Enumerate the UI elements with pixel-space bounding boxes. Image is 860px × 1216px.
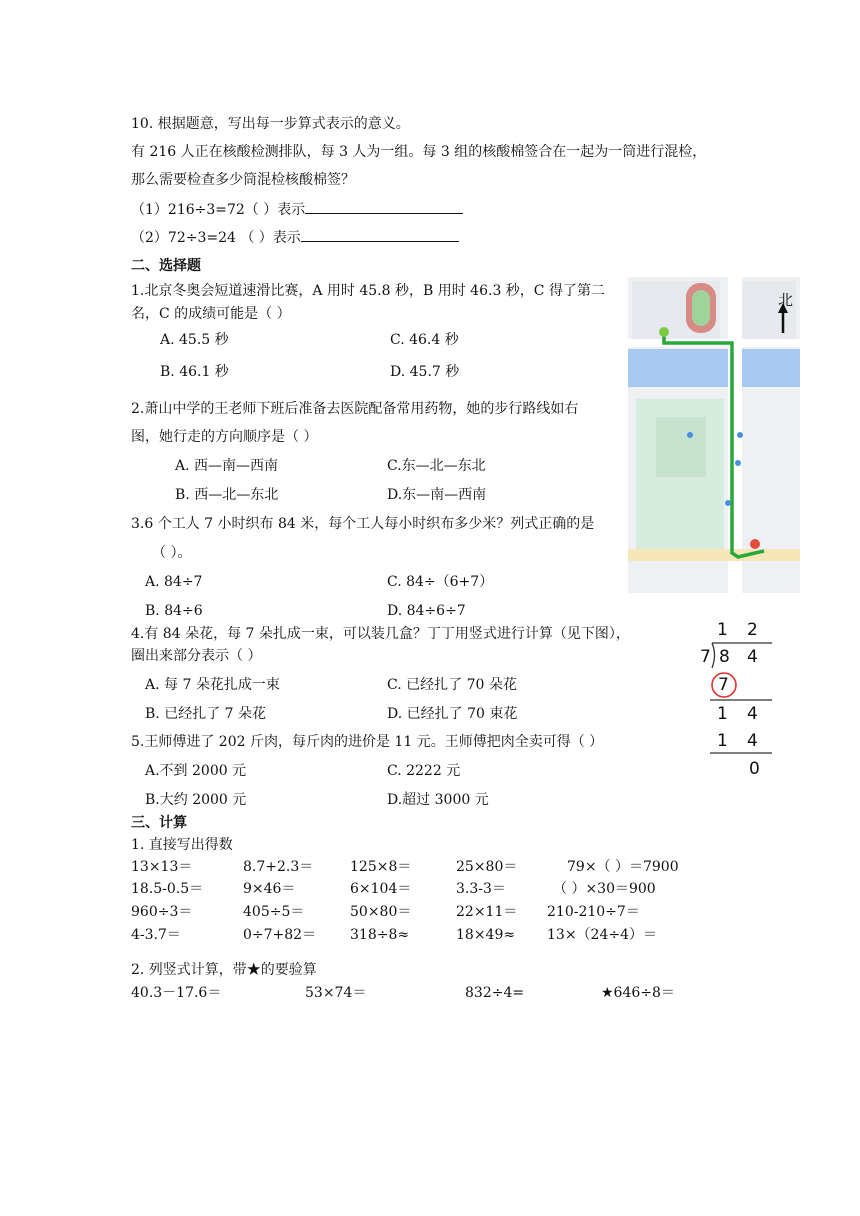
- s2-q2-line1: 2.萧山中学的王老师下班后准备去医院配备常用药物，她的步行路线如右: [131, 401, 579, 417]
- calc-item: 318÷8≈: [350, 927, 410, 943]
- section2-heading: 二、选择题: [131, 258, 201, 274]
- calc-item: 8.7+2.3＝: [243, 859, 314, 875]
- calc-item: 18.5-0.5＝: [131, 881, 204, 897]
- calc-item: 79×（ ）＝7900: [567, 859, 679, 875]
- s2-q5-option-d[interactable]: D.超过 3000 元: [387, 792, 489, 808]
- s2-q2-line2: 图，她行走的方向顺序是（ ）: [131, 429, 318, 445]
- vertical-calc-item: 40.3－17.6＝: [131, 985, 222, 1001]
- s2-q4-option-a[interactable]: A. 每 7 朵花扎成一束: [145, 677, 280, 693]
- answer-blank[interactable]: [305, 201, 463, 214]
- vertical-calc-item: ★646÷8＝: [601, 985, 675, 1001]
- calc-item: 9×46＝: [243, 881, 296, 897]
- q10-line1: 有 216 人正在核酸检测排队，每 3 人为一组。每 3 组的核酸棉签合在一起为一筒进行混检，: [131, 144, 707, 160]
- q10-title: 10. 根据题意，写出每一步算式表示的意义。: [131, 116, 410, 132]
- s2-q3-option-d[interactable]: D. 84÷6÷7: [387, 603, 466, 619]
- s2-q1-option-b[interactable]: B. 46.1 秒: [160, 364, 229, 380]
- s3-sub2: 2. 列竖式计算，带★的要验算: [131, 962, 317, 978]
- dividend-digit: 8: [719, 647, 730, 667]
- calc-item: 18×49≈: [456, 927, 516, 943]
- product-digit: 1: [717, 731, 728, 751]
- s2-q2-option-b[interactable]: B. 西—北—东北: [175, 487, 279, 503]
- s2-q1-option-d[interactable]: D. 45.7 秒: [390, 364, 460, 380]
- calc-item: 960÷3＝: [131, 904, 193, 920]
- s2-q3-option-c[interactable]: C. 84÷（6+7）: [387, 574, 494, 590]
- calc-item: 4-3.7＝: [131, 927, 181, 943]
- calc-item: 22×11＝: [456, 904, 518, 920]
- s2-q4-option-c[interactable]: C. 已经扎了 70 朵花: [387, 677, 517, 693]
- calc-item: （ ）×30＝900: [553, 881, 656, 897]
- s2-q3-option-a[interactable]: A. 84÷7: [145, 574, 203, 590]
- section3-heading: 三、计算: [131, 815, 187, 831]
- circled-product: 7: [718, 675, 729, 695]
- calc-item: 13×（24÷4）＝: [547, 927, 657, 943]
- s2-q4-line1: 4.有 84 朵花，每 7 朵扎成一束，可以装几盒？丁丁用竖式进行计算（见下图），: [131, 626, 630, 642]
- s2-q5-option-b[interactable]: B.大约 2000 元: [145, 792, 247, 808]
- s2-q3-line2: （ ）。: [152, 545, 192, 561]
- calc-item: 210-210÷7＝: [547, 904, 640, 920]
- s2-q1-option-c[interactable]: C. 46.4 秒: [390, 332, 459, 348]
- calc-item: 25×80＝: [456, 859, 518, 875]
- s2-q1-line1: 1.北京冬奥会短道速滑比赛，A 用时 45.8 秒，B 用时 46.3 秒，C 得了第二: [131, 283, 605, 299]
- calc-item: 50×80＝: [350, 904, 412, 920]
- final-remainder: 0: [749, 759, 760, 779]
- s2-q2-option-d[interactable]: D.东—南—西南: [387, 487, 487, 503]
- divisor: 7: [700, 647, 711, 667]
- vertical-calc-item: 832÷4=: [465, 985, 525, 1001]
- calc-item: 13×13＝: [131, 859, 193, 875]
- s2-q3-line1: 3.6 个工人 7 小时织布 84 米，每个工人每小时织布多少米？列式正确的是: [131, 516, 595, 532]
- s3-sub1: 1. 直接写出得数: [131, 837, 233, 853]
- north-label: 北: [778, 291, 794, 309]
- q10-sub2: [131, 229, 459, 247]
- s2-q5-option-c[interactable]: C. 2222 元: [387, 763, 461, 779]
- q10-sub1: [131, 201, 463, 219]
- s2-q4-option-d[interactable]: D. 已经扎了 70 束花: [387, 706, 518, 722]
- s2-q2-option-a[interactable]: A. 西—南—西南: [175, 458, 279, 474]
- route-map-drawing: [628, 277, 800, 593]
- s2-q5-option-a[interactable]: A.不到 2000 元: [145, 763, 247, 779]
- calc-item: 0÷7+82＝: [243, 927, 317, 943]
- s2-q5-line1: 5.王师傅进了 202 斤肉，每斤肉的进价是 11 元。王师傅把肉全卖可得（ ）: [131, 734, 604, 750]
- calc-item: 3.3-3＝: [456, 881, 506, 897]
- q10-sub1-text: （1）216÷3=72（ ）表示: [131, 202, 306, 218]
- s2-q4-option-b[interactable]: B. 已经扎了 7 朵花: [145, 706, 266, 722]
- answer-blank[interactable]: [301, 229, 459, 242]
- q10-line2: 那么需要检查多少筒混检核酸棉签？: [131, 172, 355, 188]
- s2-q4-line2: 圈出来部分表示（ ）: [131, 648, 262, 664]
- calc-item: 125×8＝: [350, 859, 412, 875]
- s2-q2-option-c[interactable]: C.东—北—东北: [387, 458, 486, 474]
- s2-q1-line2: 名，C 的成绩可能是（ ）: [131, 306, 291, 322]
- vertical-calc-item: 53×74＝: [305, 985, 367, 1001]
- s2-q3-option-b[interactable]: B. 84÷6: [145, 603, 203, 619]
- product-digit: 4: [747, 731, 758, 751]
- remainder-digit: 4: [747, 704, 758, 724]
- calc-item: 405÷5＝: [243, 904, 305, 920]
- q10-sub2-text: （2）72÷3=24 （ ）表示: [131, 230, 301, 246]
- route-map: [628, 277, 800, 593]
- s2-q1-option-a[interactable]: A. 45.5 秒: [160, 332, 229, 348]
- remainder-digit: 1: [717, 704, 728, 724]
- dividend-digit: 4: [747, 647, 758, 667]
- quotient-digit: 2: [747, 620, 758, 640]
- calc-item: 6×104＝: [350, 881, 412, 897]
- quotient-digit: 1: [717, 620, 728, 640]
